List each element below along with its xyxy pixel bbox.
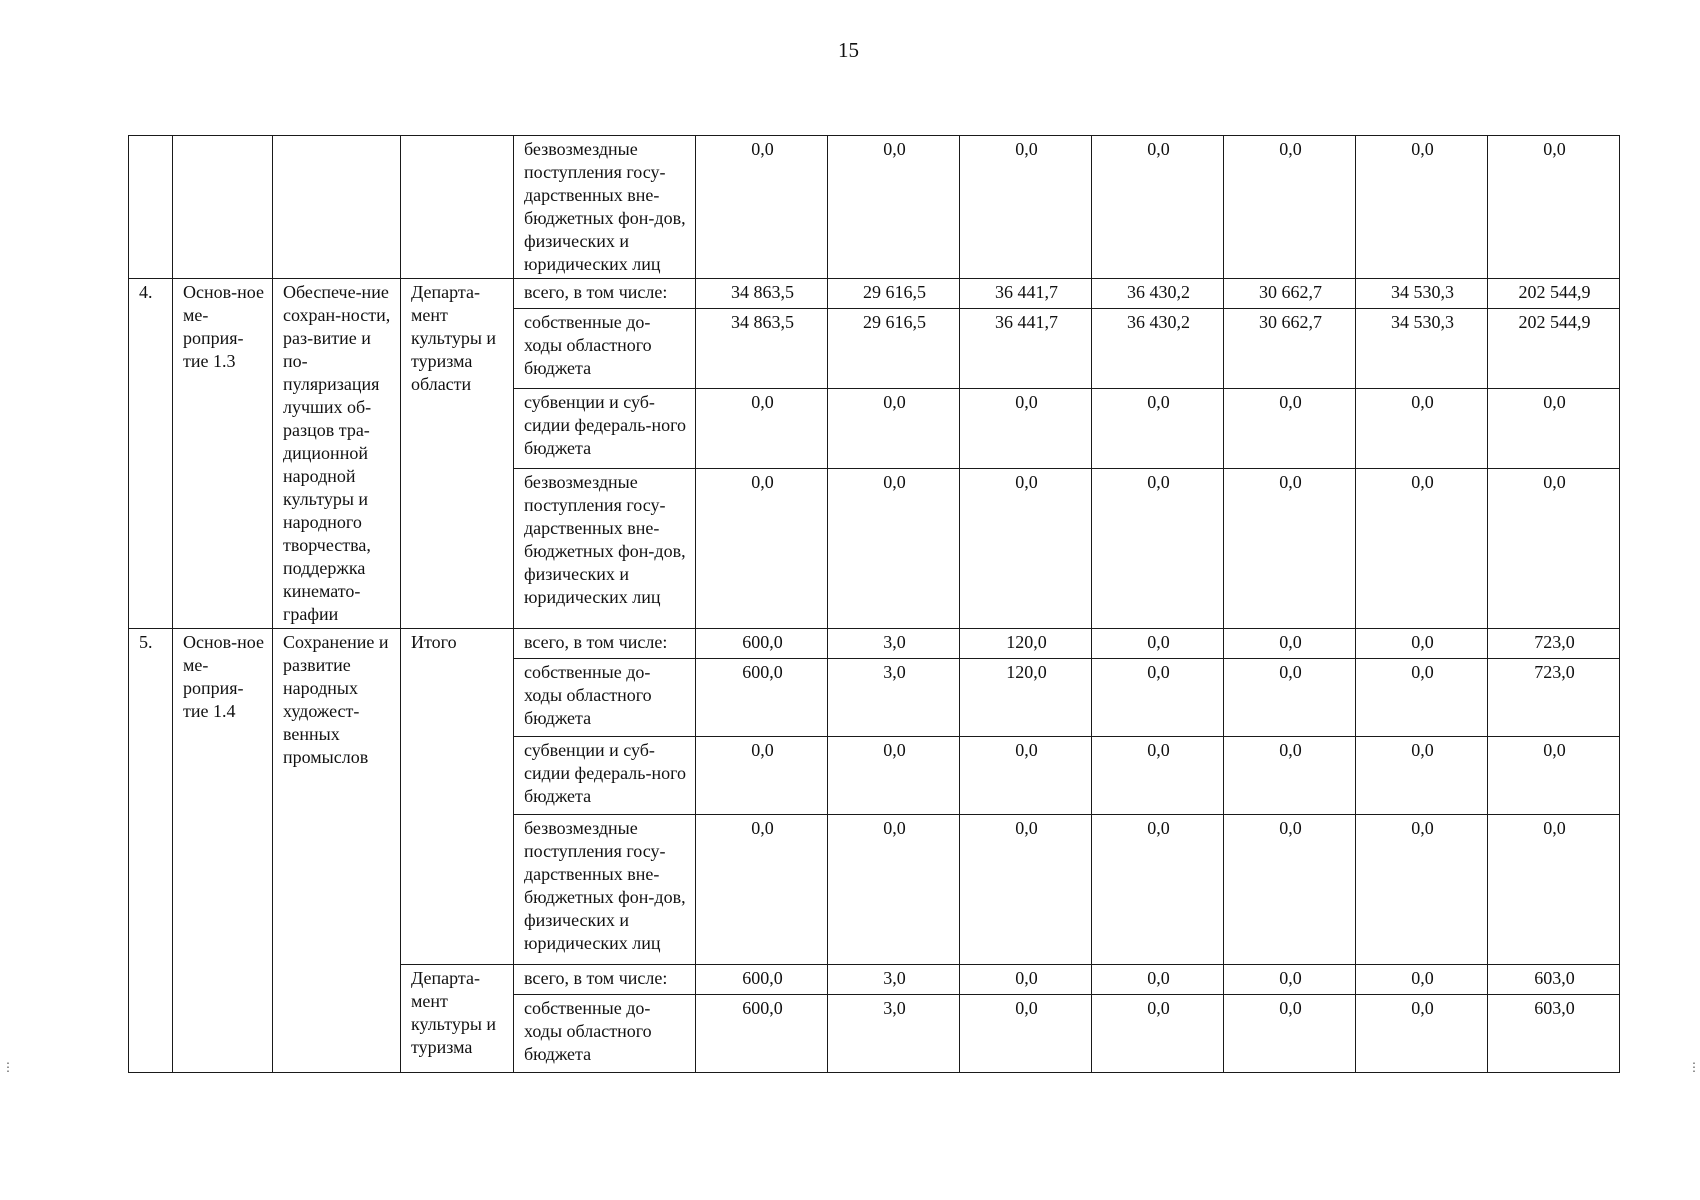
value-cell: 0,0 (1488, 136, 1620, 279)
value-cell: 0,0 (1488, 469, 1620, 629)
value-cell: 30 662,7 (1224, 309, 1356, 389)
measure-name: Основ-ное ме-роприя-тие 1.4 (173, 629, 273, 1073)
value-cell: 0,0 (1092, 815, 1224, 965)
value-cell: 0,0 (1092, 389, 1224, 469)
value-cell: 0,0 (696, 389, 828, 469)
value-cell: 34 863,5 (696, 279, 828, 309)
executor: Итого (401, 629, 514, 965)
value-cell: 202 544,9 (1488, 279, 1620, 309)
value-cell: 0,0 (1224, 629, 1356, 659)
executor: Департа-мент культуры и туризма (401, 965, 514, 1073)
value-cell: 0,0 (1356, 469, 1488, 629)
funding-source: собственные до-ходы областного бюджета (514, 659, 696, 737)
value-cell: 0,0 (960, 136, 1092, 279)
row-number: 4. (129, 279, 173, 629)
value-cell: 723,0 (1488, 629, 1620, 659)
value-cell: 0,0 (1356, 737, 1488, 815)
value-cell: 603,0 (1488, 965, 1620, 995)
value-cell: 34 863,5 (696, 309, 828, 389)
scan-edge-mark: ⋮ (1688, 1060, 1700, 1074)
value-cell: 0,0 (1488, 815, 1620, 965)
empty-cell (129, 136, 173, 279)
value-cell: 0,0 (1224, 469, 1356, 629)
value-cell: 0,0 (828, 136, 960, 279)
value-cell: 36 430,2 (1092, 279, 1224, 309)
value-cell: 34 530,3 (1356, 309, 1488, 389)
empty-cell (273, 136, 401, 279)
value-cell: 0,0 (1224, 965, 1356, 995)
value-cell: 120,0 (960, 629, 1092, 659)
value-cell: 0,0 (1356, 965, 1488, 995)
scan-edge-mark: ⋮ (2, 1060, 14, 1074)
funding-source: всего, в том числе: (514, 965, 696, 995)
value-cell: 600,0 (696, 659, 828, 737)
value-cell: 3,0 (828, 659, 960, 737)
value-cell: 0,0 (1488, 737, 1620, 815)
funding-source: безвозмездные поступления госу-дарственных вне-бюджетных фон-дов, физических и юридических лиц (514, 136, 696, 279)
value-cell: 3,0 (828, 629, 960, 659)
value-cell: 0,0 (828, 469, 960, 629)
value-cell: 0,0 (1224, 737, 1356, 815)
value-cell: 34 530,3 (1356, 279, 1488, 309)
value-cell: 0,0 (960, 469, 1092, 629)
value-cell: 0,0 (1224, 995, 1356, 1073)
page-number: 15 (838, 38, 859, 62)
value-cell: 0,0 (828, 815, 960, 965)
funding-source: субвенции и суб-сидии федераль-ного бюджета (514, 389, 696, 469)
value-cell: 3,0 (828, 965, 960, 995)
value-cell: 723,0 (1488, 659, 1620, 737)
value-cell: 0,0 (1356, 136, 1488, 279)
value-cell: 202 544,9 (1488, 309, 1620, 389)
value-cell: 36 441,7 (960, 279, 1092, 309)
measure-title: Сохранение и развитие народных художест-венных промыслов (273, 629, 401, 1073)
measure-name: Основ-ное ме-роприя-тие 1.3 (173, 279, 273, 629)
value-cell: 0,0 (960, 815, 1092, 965)
value-cell: 120,0 (960, 659, 1092, 737)
value-cell: 0,0 (1224, 389, 1356, 469)
value-cell: 0,0 (1488, 389, 1620, 469)
funding-source: безвозмездные поступления госу-дарственных вне-бюджетных фон-дов, физических и юридических лиц (514, 469, 696, 629)
empty-cell (401, 136, 514, 279)
executor: Департа-мент культуры и туризма области (401, 279, 514, 629)
value-cell: 3,0 (828, 995, 960, 1073)
value-cell: 0,0 (696, 737, 828, 815)
value-cell: 0,0 (960, 737, 1092, 815)
empty-cell (173, 136, 273, 279)
table-row (129, 629, 1620, 659)
value-cell: 30 662,7 (1224, 279, 1356, 309)
value-cell: 0,0 (696, 136, 828, 279)
row-number: 5. (129, 629, 173, 1073)
value-cell: 0,0 (1092, 629, 1224, 659)
value-cell: 0,0 (1092, 469, 1224, 629)
funding-source: всего, в том числе: (514, 629, 696, 659)
value-cell: 36 441,7 (960, 309, 1092, 389)
budget-table (128, 135, 1620, 1073)
funding-source: субвенции и суб-сидии федераль-ного бюджета (514, 737, 696, 815)
value-cell: 29 616,5 (828, 279, 960, 309)
value-cell: 0,0 (1092, 136, 1224, 279)
funding-source: всего, в том числе: (514, 279, 696, 309)
value-cell: 600,0 (696, 995, 828, 1073)
funding-source: безвозмездные поступления госу-дарственных вне-бюджетных фон-дов, физических и юридических лиц (514, 815, 696, 965)
funding-source: собственные до-ходы областного бюджета (514, 995, 696, 1073)
value-cell: 0,0 (1092, 737, 1224, 815)
funding-source: собственные до-ходы областного бюджета (514, 309, 696, 389)
value-cell: 0,0 (1356, 629, 1488, 659)
value-cell: 0,0 (696, 815, 828, 965)
value-cell: 0,0 (1224, 136, 1356, 279)
table-row (129, 136, 1620, 279)
value-cell: 0,0 (828, 737, 960, 815)
value-cell: 0,0 (960, 965, 1092, 995)
value-cell: 0,0 (960, 389, 1092, 469)
value-cell: 36 430,2 (1092, 309, 1224, 389)
table-row (129, 279, 1620, 309)
value-cell: 0,0 (1224, 659, 1356, 737)
value-cell: 0,0 (1356, 815, 1488, 965)
value-cell: 0,0 (1092, 995, 1224, 1073)
value-cell: 0,0 (696, 469, 828, 629)
measure-title: Обеспече-ние сохран-ности, раз-витие и по-пуляризация лучших об-разцов тра-диционной народной культуры и народного творчества, поддержка кинемато-графии (273, 279, 401, 629)
value-cell: 0,0 (1092, 659, 1224, 737)
value-cell: 29 616,5 (828, 309, 960, 389)
value-cell: 0,0 (1224, 815, 1356, 965)
value-cell: 600,0 (696, 629, 828, 659)
value-cell: 0,0 (960, 995, 1092, 1073)
value-cell: 0,0 (828, 389, 960, 469)
value-cell: 603,0 (1488, 995, 1620, 1073)
value-cell: 600,0 (696, 965, 828, 995)
value-cell: 0,0 (1356, 659, 1488, 737)
value-cell: 0,0 (1092, 965, 1224, 995)
value-cell: 0,0 (1356, 995, 1488, 1073)
value-cell: 0,0 (1356, 389, 1488, 469)
